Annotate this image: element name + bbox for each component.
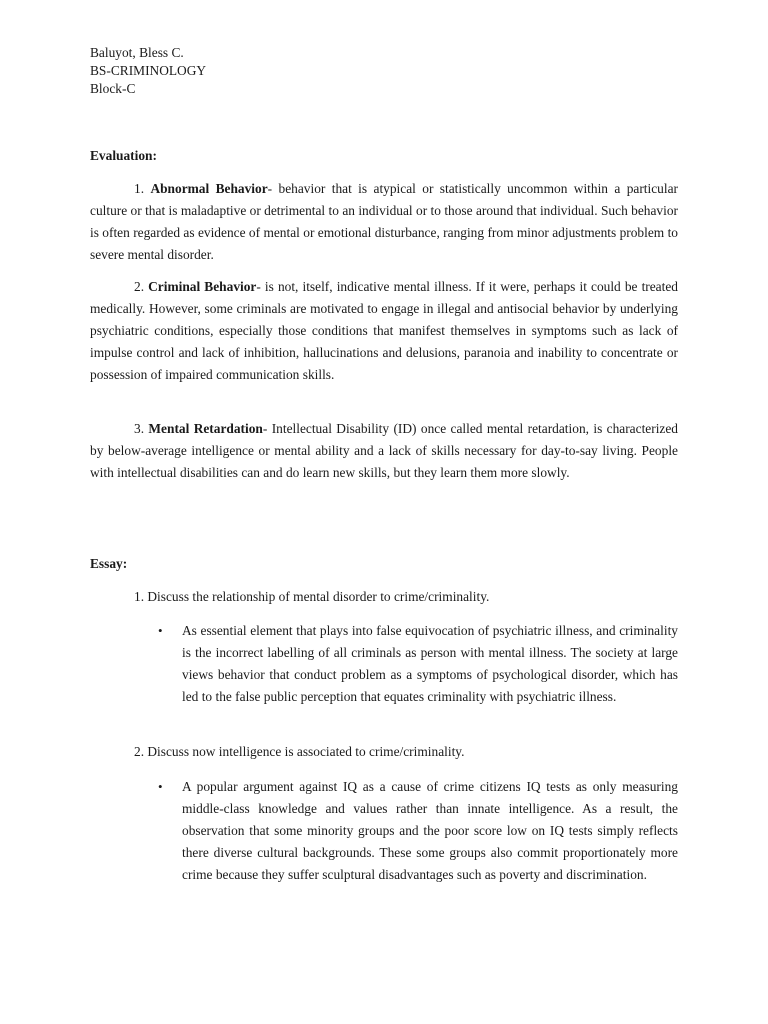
item-term: Criminal Behavior	[148, 279, 257, 294]
answer-text: A popular argument against IQ as a cause of crime citizens IQ tests as only measuring middle-class knowledge and values rather than innate intelligence. As a result, the observation that some minority groups and the poor score low on IQ tests simply reflects there diverse cultural backgrounds. These some groups also commit proportionately more crime because they suffer sculptural disadvantages such as poverty and discrimination.	[182, 779, 678, 882]
student-name: Baluyot, Bless C.	[90, 45, 184, 60]
item-term: Abnormal Behavior	[150, 181, 268, 196]
item-definition: - is not, itself, indicative mental illness. If it were, perhaps it could be treated medically. However, some criminals are motivated to engage in illegal and antisocial behavior by underlying psychiatric conditions, especially those conditions that manifest themselves in symptoms such as lack of impulse control and lack of inhibition, hallucinations and delusions, paranoia and inability to concentrate or possession of impaired communication skills.	[90, 279, 678, 382]
item-definition: - Intellectual Disability (ID) once called mental retardation, is characterized by below-average intelligence or mental ability and a lack of skills necessary for day-to-say living. People with intellectual disabilities can and do learn new skills, but they learn them more slowly.	[90, 421, 678, 480]
evaluation-item-2	[90, 276, 678, 386]
item-term: Mental Retardation	[148, 421, 263, 436]
student-block: Block-C	[90, 81, 136, 96]
item-definition: - behavior that is atypical or statistically uncommon within a particular culture or that is maladaptive or detrimental to an individual or to those around that individual. Such behavior is often regarded as evidence of mental or emotional disturbance, ranging from minor adjustments problem to severe mental disorder.	[90, 181, 678, 262]
essay-question-1: 1. Discuss the relationship of mental disorder to crime/criminality.	[134, 589, 490, 604]
essay-heading: Essay:	[90, 556, 128, 571]
bullet-icon: •	[158, 623, 163, 638]
student-course: BS-CRIMINOLOGY	[90, 63, 207, 78]
evaluation-item-3	[90, 418, 678, 484]
item-number: 3.	[134, 421, 145, 436]
item-number: 2.	[134, 279, 145, 294]
document-header	[90, 44, 206, 98]
essay-question-2: 2. Discuss now intelligence is associated to crime/criminality.	[134, 744, 465, 759]
answer-text: As essential element that plays into false equivocation of psychiatric illness, and criminality is the incorrect labelling of all criminals as person with mental illness. The society at large views behavior that conduct problem as a symptoms of psychological disorder, which has led to the false public perception that equates criminality with psychiatric illness.	[182, 623, 678, 704]
essay-answer-1	[158, 620, 678, 708]
essay-answer-2	[158, 776, 678, 886]
item-number: 1.	[134, 181, 145, 196]
evaluation-item-1	[90, 178, 678, 266]
bullet-icon: •	[158, 779, 163, 794]
evaluation-heading: Evaluation:	[90, 148, 157, 163]
